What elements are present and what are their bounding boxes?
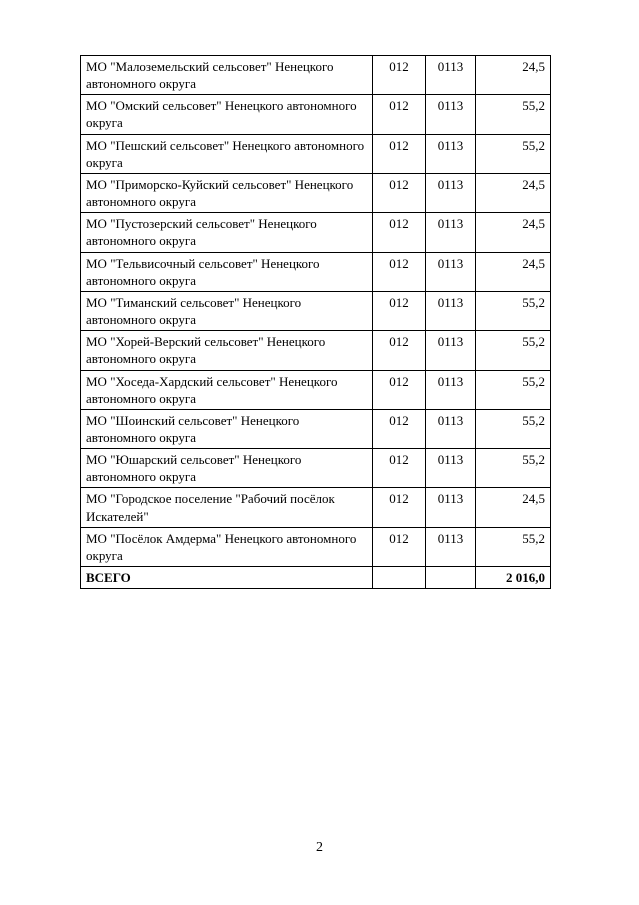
code-cell: 012 bbox=[373, 134, 426, 173]
amount-cell: 24,5 bbox=[476, 252, 551, 291]
section-cell: 0113 bbox=[426, 409, 476, 448]
table-row bbox=[81, 370, 551, 409]
section-cell: 0113 bbox=[426, 134, 476, 173]
code-cell: 012 bbox=[373, 331, 426, 370]
entity-name-cell: МО "Тиманский сельсовет" Ненецкого автономного округа bbox=[81, 291, 373, 330]
section-cell: 0113 bbox=[426, 331, 476, 370]
amount-cell: 24,5 bbox=[476, 56, 551, 95]
section-cell: 0113 bbox=[426, 291, 476, 330]
total-section-cell bbox=[426, 567, 476, 589]
amount-cell: 55,2 bbox=[476, 449, 551, 488]
amount-cell: 24,5 bbox=[476, 173, 551, 212]
budget-table bbox=[80, 55, 551, 589]
code-cell: 012 bbox=[373, 252, 426, 291]
entity-name-cell: МО "Малоземельский сельсовет" Ненецкого автономного округа bbox=[81, 56, 373, 95]
page-number: 2 bbox=[316, 840, 323, 855]
table-body bbox=[81, 56, 551, 567]
amount-cell: 55,2 bbox=[476, 331, 551, 370]
total-code-cell bbox=[373, 567, 426, 589]
amount-cell: 55,2 bbox=[476, 95, 551, 134]
section-cell: 0113 bbox=[426, 56, 476, 95]
entity-name-cell: МО "Хорей-Верский сельсовет" Ненецкого автономного округа bbox=[81, 331, 373, 370]
code-cell: 012 bbox=[373, 95, 426, 134]
section-cell: 0113 bbox=[426, 488, 476, 527]
total-label: ВСЕГО bbox=[81, 567, 373, 589]
total-row bbox=[81, 567, 551, 589]
code-cell: 012 bbox=[373, 527, 426, 566]
entity-name-cell: МО "Пешский сельсовет" Ненецкого автономного округа bbox=[81, 134, 373, 173]
table-row bbox=[81, 409, 551, 448]
section-cell: 0113 bbox=[426, 370, 476, 409]
entity-name-cell: МО "Омский сельсовет" Ненецкого автономного округа bbox=[81, 95, 373, 134]
code-cell: 012 bbox=[373, 173, 426, 212]
section-cell: 0113 bbox=[426, 527, 476, 566]
code-cell: 012 bbox=[373, 213, 426, 252]
table-row bbox=[81, 527, 551, 566]
amount-cell: 55,2 bbox=[476, 527, 551, 566]
table-row bbox=[81, 56, 551, 95]
entity-name-cell: МО "Пустозерский сельсовет" Ненецкого автономного округа bbox=[81, 213, 373, 252]
amount-cell: 55,2 bbox=[476, 134, 551, 173]
code-cell: 012 bbox=[373, 409, 426, 448]
table-footer bbox=[81, 567, 551, 589]
entity-name-cell: МО "Тельвисочный сельсовет" Ненецкого автономного округа bbox=[81, 252, 373, 291]
section-cell: 0113 bbox=[426, 213, 476, 252]
table-row bbox=[81, 291, 551, 330]
section-cell: 0113 bbox=[426, 449, 476, 488]
amount-cell: 24,5 bbox=[476, 213, 551, 252]
entity-name-cell: МО "Приморско-Куйский сельсовет" Ненецкого автономного округа bbox=[81, 173, 373, 212]
entity-name-cell: МО "Шоинский сельсовет" Ненецкого автономного округа bbox=[81, 409, 373, 448]
table-row bbox=[81, 252, 551, 291]
table-row bbox=[81, 173, 551, 212]
amount-cell: 24,5 bbox=[476, 488, 551, 527]
entity-name-cell: МО "Юшарский сельсовет" Ненецкого автономного округа bbox=[81, 449, 373, 488]
entity-name-cell: МО "Хоседа-Хардский сельсовет" Ненецкого автономного округа bbox=[81, 370, 373, 409]
amount-cell: 55,2 bbox=[476, 291, 551, 330]
section-cell: 0113 bbox=[426, 95, 476, 134]
code-cell: 012 bbox=[373, 56, 426, 95]
section-cell: 0113 bbox=[426, 252, 476, 291]
code-cell: 012 bbox=[373, 370, 426, 409]
code-cell: 012 bbox=[373, 291, 426, 330]
table-row bbox=[81, 213, 551, 252]
section-cell: 0113 bbox=[426, 173, 476, 212]
table-row bbox=[81, 134, 551, 173]
table-row bbox=[81, 331, 551, 370]
code-cell: 012 bbox=[373, 449, 426, 488]
entity-name-cell: МО "Посёлок Амдерма" Ненецкого автономного округа bbox=[81, 527, 373, 566]
amount-cell: 55,2 bbox=[476, 409, 551, 448]
code-cell: 012 bbox=[373, 488, 426, 527]
table-row bbox=[81, 488, 551, 527]
table-row bbox=[81, 95, 551, 134]
entity-name-cell: МО "Городское поселение "Рабочий посёлок Искателей" bbox=[81, 488, 373, 527]
amount-cell: 55,2 bbox=[476, 370, 551, 409]
table-row bbox=[81, 449, 551, 488]
total-amount: 2 016,0 bbox=[476, 567, 551, 589]
